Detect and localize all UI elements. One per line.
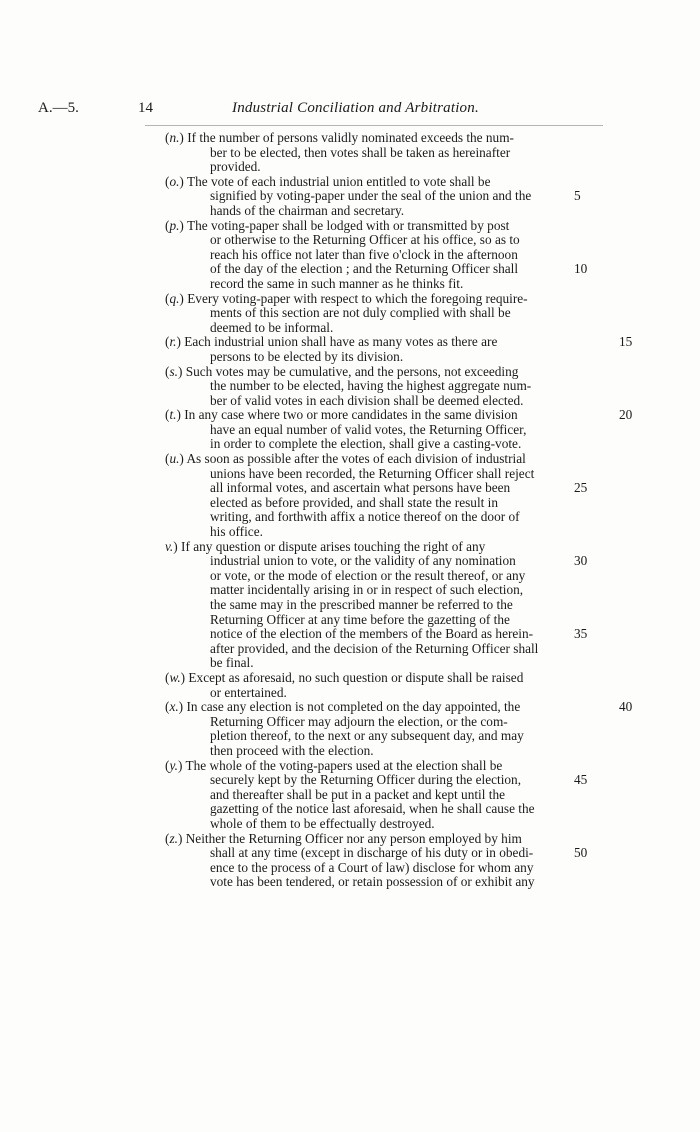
clause-label-letter: n.: [169, 130, 180, 145]
clause-label: [165, 291, 184, 306]
clause-label-letter: o.: [169, 173, 180, 189]
clause-text: In any case where two or more candidates in the same division: [184, 407, 518, 423]
clause-line: [165, 525, 610, 540]
clause-u: [165, 452, 610, 540]
clause-label: [165, 539, 178, 554]
clause-label-close: ): [177, 757, 183, 773]
clause-line: [165, 321, 610, 336]
margin-line-number: 50: [574, 845, 588, 861]
clause-y: [165, 759, 610, 832]
clause-label-close: ): [179, 451, 184, 467]
clause-line: [165, 699, 633, 715]
clause-n: [165, 131, 610, 175]
clause-text: record the same in such manner as he thinks fit.: [210, 275, 464, 291]
clause-text: unions have been recorded, the Returning Officer shall reject: [210, 465, 535, 481]
clause-line: [165, 686, 610, 701]
clause-label-close: ): [176, 334, 181, 350]
clause-text: Each industrial union shall have as many votes as there are: [184, 334, 498, 350]
clause-label: [165, 451, 184, 466]
clause-label-close: ): [173, 538, 178, 554]
clause-line: [165, 146, 610, 161]
clause-line: [165, 394, 610, 409]
clause-label-letter: t.: [169, 407, 177, 423]
margin-line-number: 20: [619, 407, 633, 423]
clause-line: [165, 379, 610, 394]
margin-line-number: 45: [574, 772, 588, 788]
clause-label: [165, 831, 182, 846]
clause-v: [165, 540, 610, 671]
clause-label: [165, 218, 184, 233]
clause-text: be final.: [210, 655, 254, 671]
clause-label-open: (: [165, 217, 170, 233]
clause-text: shall at any time (except in discharge of his duty or in obedi-: [210, 845, 534, 861]
clause-text: gazetting of the notice last aforesaid, when he shall cause the: [210, 801, 535, 817]
clause-line: [165, 334, 633, 350]
clause-s: [165, 365, 610, 409]
clause-text: industrial union to vote, or the validity of any nomination: [210, 553, 516, 569]
clause-label-close: ): [178, 699, 184, 715]
clause-label-open: (: [165, 363, 170, 379]
clause-line: [165, 496, 610, 511]
section-body: [165, 130, 633, 890]
clause-line: [165, 481, 610, 496]
clause-line: [165, 189, 610, 204]
clause-text: If the number of persons validly nominated exceeds the num-: [187, 130, 514, 145]
clause-text: matter incidentally arising in or in respect of such election,: [210, 582, 524, 598]
clause-label: [165, 174, 184, 189]
clause-text: or vote, or the mode of election or the result thereof, or any: [210, 567, 526, 583]
clause-label-open: (: [165, 130, 170, 145]
clause-text: or entertained.: [210, 684, 287, 700]
clause-text: writing, and forthwith affix a notice thereof on the door of: [210, 509, 520, 525]
clause-line: [165, 715, 610, 730]
clause-label-letter: r.: [169, 334, 177, 350]
clause-label-close: ): [179, 130, 184, 145]
page-header: [0, 96, 700, 118]
clause-label-open: (: [165, 830, 170, 846]
clause-p: [165, 219, 610, 292]
margin-line-number: 15: [619, 334, 633, 350]
clause-line: [165, 656, 610, 671]
clause-line: [165, 437, 610, 452]
clause-line: [165, 788, 610, 803]
clause-text: the number to be elected, having the highest aggregate num-: [210, 378, 532, 394]
clause-text: If any question or dispute arises touching the right of any: [181, 538, 486, 554]
clause-label: [165, 699, 183, 714]
clause-label: [165, 758, 182, 773]
clause-line: [165, 729, 610, 744]
clause-text: ence to the process of a Court of law) disclose for whom any: [210, 859, 534, 875]
clause-label-open: (: [165, 334, 170, 350]
clause-line: [165, 204, 610, 219]
clause-label-open: (: [165, 757, 170, 773]
clause-line: [165, 759, 610, 774]
clause-line: [165, 467, 610, 482]
clause-label-close: ): [180, 669, 186, 685]
clause-text: in order to complete the election, shall give a casting-vote.: [210, 436, 522, 452]
clause-line: [165, 832, 610, 847]
clause-text: Every voting-paper with respect to which the foregoing require-: [187, 290, 528, 306]
clause-text: elected as before provided, and shall state the result in: [210, 494, 498, 510]
clause-line: [165, 292, 610, 307]
clause-line: [165, 613, 610, 628]
clause-label-letter: x.: [169, 699, 179, 715]
clause-text: notice of the election of the members of the Board as herein-: [210, 626, 534, 642]
clause-text: As soon as possible after the votes of each division of industrial: [186, 451, 526, 467]
clause-label-close: ): [176, 407, 181, 423]
clause-line: [165, 350, 610, 365]
clause-label-close: ): [179, 217, 184, 233]
clause-text: whole of them to be effectually destroyed.: [210, 815, 435, 831]
clause-text: The whole of the voting-papers used at the election shall be: [185, 757, 503, 773]
clause-text: or otherwise to the Returning Officer at his office, so as to: [210, 232, 520, 248]
clause-label-open: (: [165, 290, 170, 306]
clause-text: reach his office not later than five o'clock in the afternoon: [210, 246, 518, 262]
clause-line: [165, 233, 610, 248]
clause-text: The voting-paper shall be lodged with or transmitted by post: [186, 217, 510, 233]
margin-line-number: 5: [574, 188, 581, 204]
clause-text: Neither the Returning Officer nor any person employed by him: [185, 830, 522, 846]
clause-line: [165, 160, 610, 175]
clause-line: [165, 540, 610, 555]
clause-text: vote has been tendered, or retain possession of or exhibit any: [210, 874, 535, 890]
clause-line: [165, 817, 610, 832]
clause-line: [165, 598, 610, 613]
document-reference: A.—5.: [38, 100, 79, 116]
clause-line: [165, 510, 610, 525]
clause-text: Except as aforesaid, no such question or dispute shall be raised: [188, 669, 524, 685]
clause-text: Returning Officer at any time before the gazetting of the: [210, 611, 510, 627]
clause-label-close: ): [177, 830, 183, 846]
clause-line: [165, 365, 610, 380]
clause-text: securely kept by the Returning Officer during the election,: [210, 772, 522, 788]
clause-text: The vote of each industrial union entitled to vote shall be: [186, 173, 491, 189]
clause-q: [165, 292, 610, 336]
clause-label-close: ): [177, 363, 183, 379]
clause-label-letter: s.: [169, 363, 178, 379]
clause-line: [165, 861, 610, 876]
clause-text: persons to be elected by its division.: [210, 348, 404, 364]
clause-text: Returning Officer may adjourn the election, or the com-: [210, 713, 508, 729]
clause-line: [165, 219, 610, 234]
clause-line: [165, 627, 610, 642]
clause-text: all informal votes, and ascertain what persons have been: [210, 480, 511, 496]
clause-line: [165, 306, 610, 321]
clause-label-letter: y.: [169, 757, 178, 773]
clause-r: [165, 334, 633, 364]
clause-label: [165, 334, 181, 349]
margin-line-number: 10: [574, 261, 588, 277]
clause-o: [165, 175, 610, 219]
clause-label: [165, 670, 185, 685]
clause-text: his office.: [210, 524, 263, 540]
header-rule: [145, 125, 603, 126]
clause-line: [165, 671, 610, 686]
clause-line: [165, 583, 610, 598]
clause-line: [165, 262, 610, 277]
clause-label-open: (: [165, 173, 170, 189]
clause-line: [165, 452, 610, 467]
clause-text: signified by voting-paper under the seal of the union and the: [210, 188, 532, 204]
margin-line-number: 40: [619, 699, 633, 715]
clause-text: the same may in the prescribed manner be referred to the: [210, 597, 513, 612]
clause-text: then proceed with the election.: [210, 742, 374, 758]
clause-text: provided.: [210, 159, 261, 175]
clause-line: [165, 744, 610, 759]
clause-text: of the day of the election ; and the Returning Officer shall: [210, 261, 519, 277]
clause-label-letter: u.: [169, 451, 180, 467]
clause-line: [165, 131, 610, 146]
clause-label-open: (: [165, 669, 170, 685]
clause-label-letter: q.: [169, 290, 180, 306]
clause-w: [165, 671, 610, 700]
clause-line: [165, 248, 610, 263]
clause-label-open: (: [165, 699, 170, 715]
clause-line: [165, 423, 610, 438]
clause-label-letter: z.: [169, 830, 178, 846]
clause-text: ber to be elected, then votes shall be taken as hereinafter: [210, 144, 511, 160]
margin-line-number: 35: [574, 626, 588, 642]
clause-label-letter: w.: [169, 669, 181, 685]
clause-line: [165, 554, 610, 569]
clause-label: [165, 130, 184, 145]
clause-line: [165, 569, 610, 584]
clause-label-close: ): [179, 173, 184, 189]
clause-line: [165, 846, 610, 861]
clause-line: [165, 642, 610, 657]
clause-text: deemed to be informal.: [210, 319, 334, 335]
margin-line-number: 25: [574, 480, 588, 496]
clause-z: [165, 832, 610, 890]
clause-label-letter: p.: [169, 217, 180, 233]
clause-text: pletion thereof, to the next or any subsequent day, and may: [210, 728, 524, 744]
clause-label-open: (: [165, 407, 170, 423]
clause-label-close: ): [179, 290, 184, 306]
clause-text: ber of valid votes in each division shall be deemed elected.: [210, 392, 524, 408]
clause-line: [165, 773, 610, 788]
clause-line: [165, 175, 610, 190]
clause-line: [165, 277, 610, 292]
clause-text: after provided, and the decision of the Returning Officer shall: [210, 640, 539, 656]
clause-line: [165, 875, 610, 890]
clause-label: [165, 364, 182, 379]
clause-line: [165, 407, 633, 423]
clause-line: [165, 802, 610, 817]
clause-text: In case any election is not completed on the day appointed, the: [186, 699, 521, 715]
clause-label: [165, 407, 181, 422]
clause-text: ments of this section are not duly complied with shall be: [210, 305, 511, 321]
clause-text: hands of the chairman and secretary.: [210, 202, 405, 218]
page-number: 14: [138, 100, 153, 116]
clause-x: [165, 699, 633, 758]
margin-line-number: 30: [574, 553, 588, 569]
clause-text: and thereafter shall be put in a packet and kept until the: [210, 786, 506, 802]
clause-text: Such votes may be cumulative, and the persons, not exceeding: [185, 363, 519, 379]
clause-text: have an equal number of valid votes, the Returning Officer,: [210, 421, 527, 437]
running-title: Industrial Conciliation and Arbitration.: [232, 100, 479, 116]
clause-t: [165, 407, 633, 452]
clause-label-letter: v.: [165, 538, 174, 554]
clause-label-open: (: [165, 451, 170, 467]
